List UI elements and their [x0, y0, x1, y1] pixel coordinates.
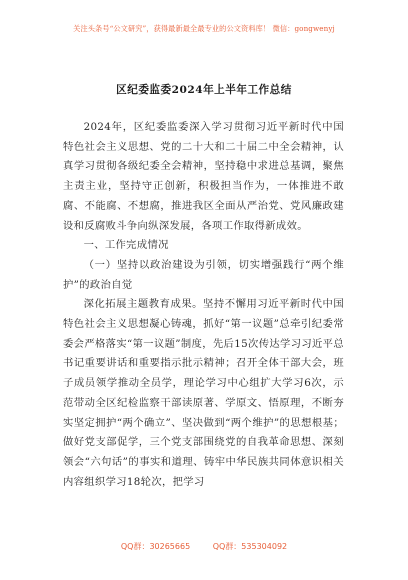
- document-title: 区纪委监委2024年上半年工作总结: [116, 84, 292, 96]
- section-heading: 一、工作完成情况: [83, 239, 169, 252]
- subsection-heading: （一）坚持以政治建设为引领，切实增强践行“两个维护”的政治自觉: [63, 258, 344, 291]
- qq-group-2: QQ群：535304092: [212, 542, 288, 551]
- promo-banner: 关注头条号“公文研究”，获得最新最全最专业的公文资料库！ 微信：gongwenyj: [73, 24, 335, 33]
- footer-contact: [0, 541, 408, 552]
- document-body: [63, 118, 344, 492]
- qq-group-1: QQ群：30265665: [120, 542, 191, 551]
- intro-paragraph: 2024年，区纪委监委深入学习贯彻习近平新时代中国特色社会主义思想、党的二十大和二十届二中全会精神，认真学习贯彻各级纪委全会精神，坚持稳中求进总基调，聚焦主责主业，坚持守正创新，积极担当作为，一体推进不敢腐、不能腐、不想腐，推进我区全面从严治党、党风廉政建设和反腐败斗争向纵深发展，各项工作取得新成效。: [63, 121, 344, 232]
- body-paragraph: 深化拓展主题教育成果。坚持不懈用习近平新时代中国特色社会主义思想凝心铸魂，抓好“第一议题”总牵引纪委常委会严格落实“第一议题”制度，先后15次传达学习习近平总书记重要讲话和重要指示批示精神；召开全体干部大会，班子成员领学推动全员学，理论学习中心组扩大学习6次，示范带动全区纪检监察干部读原著、学原文、悟原理，不断夯实坚定拥护“两个确立”、坚决做到“两个维护”的思想根基；做好党支部促学，三个党支部围绕党的自我革命思想、深刻领会“六句话”的事实和道理、铸牢中华民族共同体意识相关内容组织学习18轮次，把学习: [63, 298, 344, 488]
